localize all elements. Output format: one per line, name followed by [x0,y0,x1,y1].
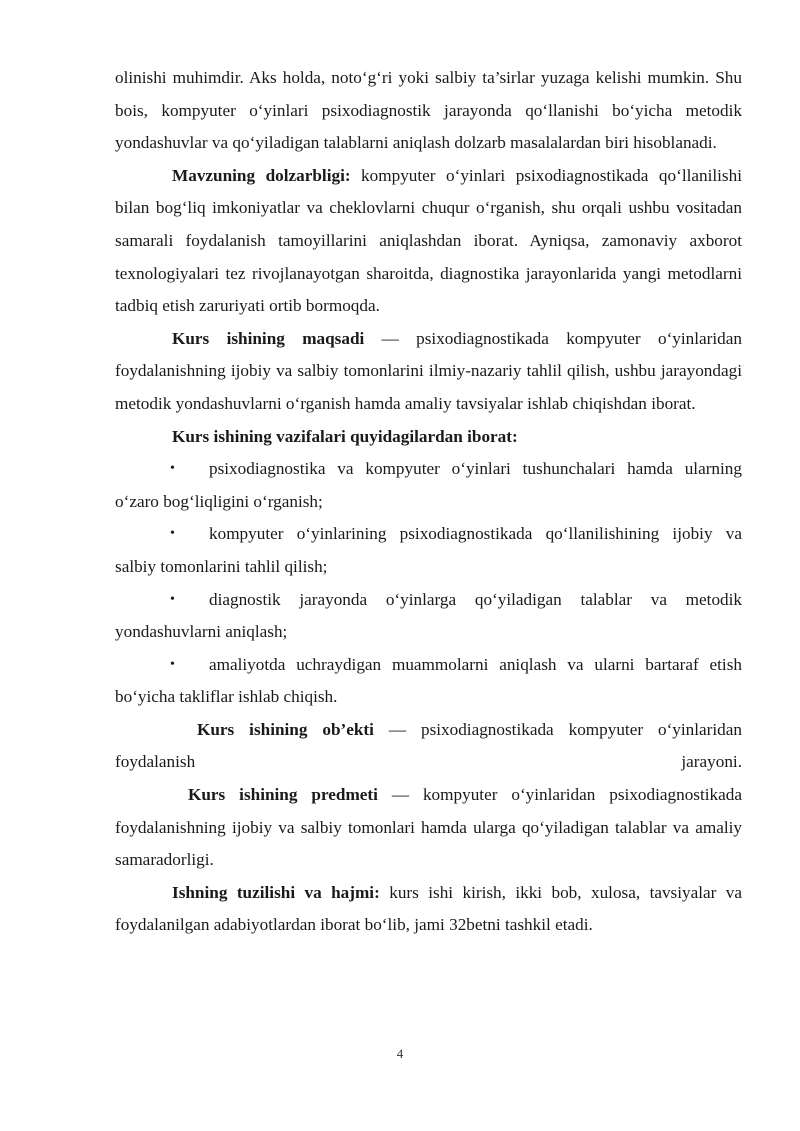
subject-paragraph [115,779,742,877]
goal-label: Kurs ishining maqsadi [172,328,365,348]
list-item: • amaliyotda uchraydigan muammolarni aniqlash va ularni bartaraf etish bo‘yicha takliflar ishlab chiqish. [115,649,742,714]
structure-text: kurs ishi kirish, ikki bob, xulosa, tavsiyalar va foydalanilgan adabiyotlardan iborat bo‘lib, jami 32betni tashkil etadi. [115,882,743,935]
list-item: • diagnostik jarayonda o‘yinlarga qo‘yiladigan talablar va metodik yondashuvlarni aniqlash; [115,584,742,649]
structure-paragraph [115,877,742,942]
subject-text: — kompyuter o‘yinlaridan psixodiagnostikada foydalanishning ijobiy va salbiy tomonlari hamda ularga qo‘yiladigan talablar va amaliy samaradorligi. [115,785,742,870]
structure-label: Ishning tuzilishi va hajmi: [172,882,380,902]
tasks-heading: Kurs ishining vazifalari quyidagilardan iborat: [172,426,518,446]
tasks-list [115,453,742,714]
bullet-icon: • [170,591,175,607]
goal-paragraph [115,323,742,421]
bullet-icon: • [170,656,175,672]
intro-paragraph: olinishi muhimdir. Aks holda, noto‘g‘ri yoki salbiy ta’sirlar yuzaga kelishi mumkin. Shu bois, kompyuter o‘yinlari psixodiagnostik jarayonda qo‘llanishi bo‘yicha metodik yondashuvlar va qo‘yiladigan talablarni aniqlash dolzarb masalalardan biri hisoblanadi. [115,68,742,153]
document-page [115,62,742,942]
relevance-label: Mavzuning dolzarbligi: [172,165,351,185]
page-number: 4 [396,1046,404,1061]
relevance-paragraph [115,160,742,323]
subject-label: Kurs ishining predmeti [188,785,378,805]
list-item: • kompyuter o‘yinlarining psixodiagnostikada qo‘llanilishining ijobiy va salbiy tomonlarini tahlil qilish; [115,518,742,583]
object-paragraph [115,714,742,779]
bullet-icon: • [170,526,175,542]
bullet-icon: • [170,461,175,477]
goal-text: — psixodiagnostikada kompyuter o‘yinlaridan foydalanishning ijobiy va salbiy tomonlarini ilmiy-nazariy tahlil qilish, ushbu jarayondagi metodik yondashuvlarni o‘rganish hamda amaliy tavsiyalar ishlab chiqishdan iborat. [115,328,742,413]
object-label: Kurs ishining ob’ekti [197,719,374,739]
object-text: — psixodiagnostikada kompyuter o‘yinlaridan foydalanish jarayoni. [115,719,742,772]
list-item: • psixodiagnostika va kompyuter o‘yinlari tushunchalari hamda ularning o‘zaro bog‘liqligini o‘rganish; [115,453,742,518]
relevance-text: kompyuter o‘yinlari psixodiagnostikada qo‘llanilishi bilan bog‘liq imkoniyatlar va cheklovlarni chuqur o‘rganish, shu orqali ushbu vositadan samarali foydalanish tamoyillarini aniqlashdan iborat. Ayniqsa, zamonaviy axborot texnologiyalari tez rivojlanayotgan sharoitda, diagnostika jarayonlarida yangi metodlarni tadbiq etish zaruriyati ortib bormoqda. [115,165,742,316]
